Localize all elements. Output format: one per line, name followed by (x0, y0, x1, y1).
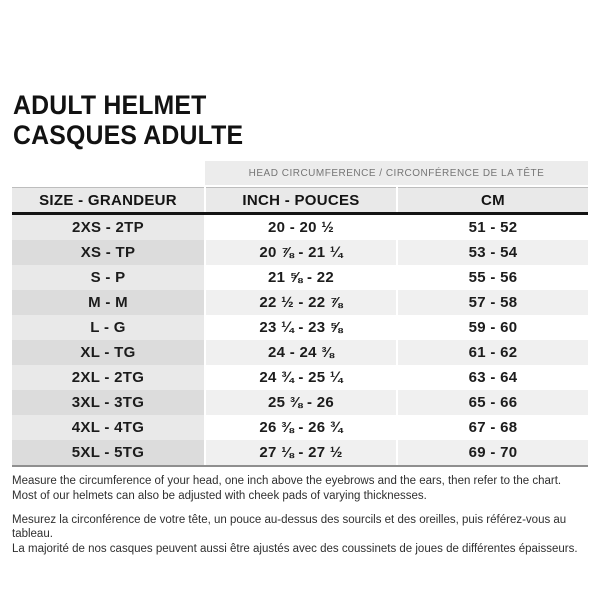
size-cell: 3XL - 3TG (12, 390, 205, 415)
cm-cell: 61 - 62 (397, 340, 588, 365)
size-cell: 5XL - 5TG (12, 440, 205, 466)
cm-cell: 59 - 60 (397, 315, 588, 340)
group-header-row (12, 161, 588, 185)
cm-cell: 67 - 68 (397, 415, 588, 440)
size-cell: XL - TG (12, 340, 205, 365)
size-cell: 2XL - 2TG (12, 365, 205, 390)
inch-cell: 22 ½ - 22 ⅞ (205, 290, 397, 315)
cm-cell: 57 - 58 (397, 290, 588, 315)
table-row (12, 415, 588, 440)
inch-cell: 25 ⅜ - 26 (205, 390, 397, 415)
inch-cell: 26 ⅜ - 26 ¾ (205, 415, 397, 440)
column-header-size: SIZE - GRANDEUR (12, 188, 205, 214)
table-row (12, 290, 588, 315)
column-header-inch: INCH - POUCES (205, 188, 397, 214)
table-row (12, 390, 588, 415)
group-header: HEAD CIRCUMFERENCE / CIRCONFÉRENCE DE LA TÊTE (205, 161, 588, 185)
column-header-row (12, 188, 588, 214)
note-fr-line2: La majorité de nos casques peuvent aussi être ajustés avec des coussinets de joues de différentes épaisseurs. (12, 543, 578, 556)
table-row (12, 440, 588, 466)
inch-cell: 27 ⅛ - 27 ½ (205, 440, 397, 466)
size-cell: S - P (12, 265, 205, 290)
note-en-line2: Most of our helmets can also be adjusted with cheek pads of varying thicknesses. (12, 489, 427, 502)
note-fr (12, 513, 592, 557)
size-cell: 2XS - 2TP (12, 214, 205, 241)
cm-cell: 69 - 70 (397, 440, 588, 466)
table-row (12, 240, 588, 265)
inch-cell: 23 ¼ - 23 ⅝ (205, 315, 397, 340)
page-title-en: ADULT HELMET (13, 90, 207, 120)
table-row (12, 340, 588, 365)
inch-cell: 24 ¾ - 25 ¼ (205, 365, 397, 390)
note-en-line1: Measure the circumference of your head, one inch above the eyebrows and the ears, then refer to the chart. (12, 475, 562, 487)
size-cell: L - G (12, 315, 205, 340)
cm-cell: 55 - 56 (397, 265, 588, 290)
table-row (12, 315, 588, 340)
page-title (13, 90, 243, 150)
table-row (12, 365, 588, 390)
size-cell: 4XL - 4TG (12, 415, 205, 440)
cm-cell: 51 - 52 (397, 214, 588, 241)
notes (12, 474, 592, 566)
inch-cell: 21 ⅝ - 22 (205, 265, 397, 290)
cm-cell: 53 - 54 (397, 240, 588, 265)
size-cell: M - M (12, 290, 205, 315)
page-title-fr: CASQUES ADULTE (13, 120, 244, 150)
size-chart-table (12, 187, 588, 467)
table-row (12, 214, 588, 241)
group-header-spacer (12, 161, 205, 185)
column-header-cm: CM (397, 188, 588, 214)
size-cell: XS - TP (12, 240, 205, 265)
cm-cell: 63 - 64 (397, 365, 588, 390)
note-en (12, 474, 592, 504)
size-table (12, 161, 588, 467)
cm-cell: 65 - 66 (397, 390, 588, 415)
inch-cell: 20 - 20 ½ (205, 214, 397, 241)
inch-cell: 20 ⅞ - 21 ¼ (205, 240, 397, 265)
inch-cell: 24 - 24 ⅜ (205, 340, 397, 365)
note-fr-line1: Mesurez la circonférence de votre tête, un pouce au-dessus des sourcils et des oreilles, puis référez-vous au tableau. (12, 513, 567, 541)
table-row (12, 265, 588, 290)
